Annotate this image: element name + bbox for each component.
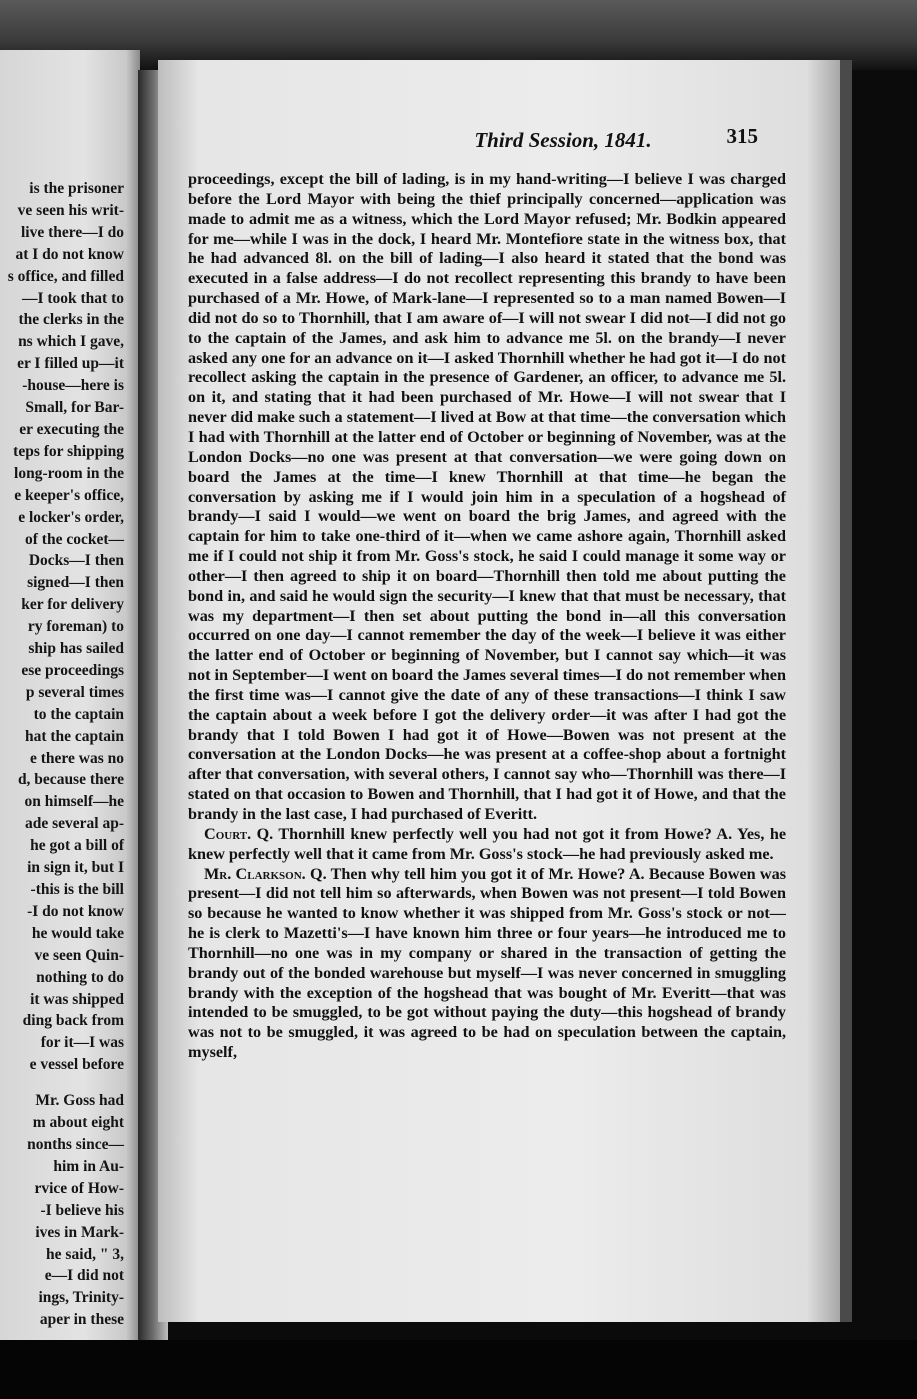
- right-page: [158, 60, 848, 1322]
- left-page-line: ship has sailed: [28, 640, 124, 658]
- left-page-text-fragments: [0, 178, 124, 1331]
- left-page-line: he would take: [31, 924, 124, 942]
- paragraph-testimony: proceedings, except the bill of lading, is in my hand-writing—I believe I was charged before the Lord Mayor with being the thief principally concerned—application was made to admit me as a witness, which the Lord Mayor refused; Mr. Bodkin appeared for me—while I was in the dock, I heard Mr. Montefiore state in the witness box, that he had advanced 8l. on the bill of lading—I also heard it stated that the bond was executed in a false address—I do not recollect representing this brandy to have been purchased of a Mr. Howe, of Mark-lane—I represented so to a man named Bowen—I did not do so to Thornhill, that I am aware of—I will not swear I did not—I did not go to the captain of the James, and ask him to advance me 5l. on the brandy—I never asked any one for an advance on it—I asked Thornhill whether he had got it—I do not recollect asking the captain in the presence of Gardener, an officer, to advance me 5l. on it, and stating that it had been purchased of Mr. Howe—I will not swear that I never did make such a statement—I lived at Bow at that time—the conversation which I had with Thornhill at the latter end of October or beginning of November, was at the London Docks—no one was present at that conversation—we were going down on board the James at the time—I knew Thornhill at that time—he began the conversation by asking me if I would join him in a speculation of a hogshead of brandy—I said I would—we went on board the brig James, and agreed with the captain for him to take one-third of it—when we came ashore again, Thornhill asked me if I could not ship it from Mr. Goss's stock, he said I could manage it some way or other—I then agreed to ship it on board—Thornhill then told me about putting the bond in, and said he would sign the security—I knew that that must be necessary, that was my department—I then set about putting the bond in—all this conversation occurred on one day—I cannot remember the day of the week—I believe it was either the latter end of October or beginning of November, but I cannot say which—it was not in September—I went on board the James several times—I do not remember when the first time was—I cannot give the date of any of these transactions—I think I saw the captain about a week before I got the delivery order—it was after I had got the brandy that I told Bowen I had got it of Howe—Bowen was not present at the conversation at the London Docks—he was present at a coffee-shop about a fortnight after that conversation, with several others, I cannot say who—Thornhill was there—I stated on that occasion to Bowen and Thornhill, that I had got it of Howe, and that the brandy in the last case, I had purchased of Everitt.: [188, 170, 786, 823]
- left-page-line: ives in Mark-: [35, 1223, 124, 1241]
- left-page-line: d, because there: [17, 771, 124, 789]
- left-page-line: nonths since—: [27, 1135, 124, 1153]
- left-page-line: Small, for Bar-: [25, 399, 124, 417]
- left-page-line: -I believe his: [40, 1201, 124, 1219]
- answer-text: A. Because Bowen was present—I did not tell him so afterwards, when Bowen was not present—I told Bowen so because he wanted to know whether it was shipped from Mr. Goss's stock or not—he is clerk to Mazetti's—I have known him three or four years—he introduced me to Thornhill—no one was in my company or shared in the transaction of getting the brandy out of the bonded warehouse but myself—I was never concerned in smuggling brandy with the exception of the hogshead that was bought of Mr. Everitt—that was intended to be smuggled, to be got without paying the duty—this hogshead of brandy was not to be smuggled, it was agreed to be had on speculation between the captain, myself,: [188, 864, 787, 1062]
- left-page-line: he said, " 3,: [46, 1245, 124, 1263]
- left-page-line: live there—I do: [20, 223, 124, 241]
- left-page-line: ding back from: [22, 1012, 124, 1030]
- left-page-line: [0, 1076, 124, 1090]
- left-page-line: rvice of How-: [34, 1179, 124, 1197]
- left-page-line: ns which I gave,: [18, 333, 124, 351]
- left-page-line: s office, and filled: [7, 267, 124, 285]
- running-head: Third Session, 1841.: [474, 128, 652, 152]
- left-page-line: ve seen his writ-: [17, 201, 124, 219]
- left-page-line: hat the captain: [24, 727, 124, 745]
- left-page-line: -I do not know: [27, 902, 124, 920]
- left-page-line: ker for delivery: [21, 596, 124, 614]
- left-page-line: nothing to do: [36, 968, 124, 986]
- left-page-line: e keeper's office,: [14, 486, 124, 504]
- question-text: Q. Then why tell him you got it of Mr. Howe?: [310, 864, 626, 883]
- left-page-line: m about eight: [32, 1114, 124, 1132]
- left-page-line: it was shipped: [30, 990, 124, 1008]
- left-page-line: e—I did not: [44, 1267, 124, 1285]
- paragraph-clarkson-question: [188, 865, 786, 1063]
- left-page-line: he got a bill of: [30, 837, 124, 855]
- left-page-line: to the captain: [33, 705, 124, 723]
- left-page-line: of the cocket—: [25, 530, 124, 548]
- left-page-line: on himself—he: [24, 793, 124, 811]
- left-page-line: ve seen Quin-: [34, 946, 124, 964]
- paragraph-court-question: [188, 825, 786, 865]
- page-edge-shadow: [840, 60, 852, 1322]
- left-page-line: him in Au-: [53, 1157, 124, 1175]
- question-text: Q. Thornhill knew perfectly well you had not got it from Howe?: [256, 824, 712, 843]
- left-page-line: ings, Trinity-: [38, 1289, 124, 1307]
- left-page-line: er I filled up—it: [17, 355, 124, 373]
- left-page-line: ese proceedings: [21, 661, 124, 679]
- left-page-line: long-room in the: [14, 464, 124, 482]
- left-page-line: -house—here is: [22, 377, 124, 395]
- left-page-line: p several times: [25, 683, 124, 701]
- left-page-line: the clerks in the: [18, 311, 124, 329]
- left-page-line: teps for shipping: [13, 442, 124, 460]
- left-page-line: in sign it, but I: [27, 859, 124, 877]
- left-page-line: signed—I then: [27, 574, 124, 592]
- left-page-line: is the prisoner: [29, 180, 124, 197]
- left-page-line: e locker's order,: [18, 508, 124, 526]
- left-page-line: Docks—I then: [28, 552, 124, 570]
- answer-text: A. Yes, he knew perfectly well that it came from Mr. Goss's stock—he had previously asked me.: [188, 824, 787, 863]
- left-page-line: ry foreman) to: [27, 618, 124, 636]
- left-page-line: aper in these: [39, 1311, 124, 1329]
- left-page-line: e vessel before: [29, 1056, 124, 1074]
- page-body: [188, 170, 786, 1063]
- speaker-label: Court.: [204, 824, 252, 843]
- left-page-line: at I do not know: [15, 245, 124, 263]
- speaker-label: Mr. Clarkson.: [204, 864, 306, 883]
- page-number: 315: [726, 124, 758, 148]
- left-page-line: —I took that to: [21, 289, 124, 307]
- left-page-line: for it—I was: [40, 1034, 124, 1052]
- left-page: [0, 50, 140, 1340]
- left-page-line: e there was no: [30, 749, 124, 767]
- left-page-line: -this is the bill: [30, 881, 124, 898]
- left-page-line: ade several ap-: [24, 815, 124, 833]
- scan-background-bottom: [0, 1340, 917, 1399]
- left-page-line: er executing the: [19, 420, 124, 438]
- left-page-line: Mr. Goss had: [35, 1092, 124, 1110]
